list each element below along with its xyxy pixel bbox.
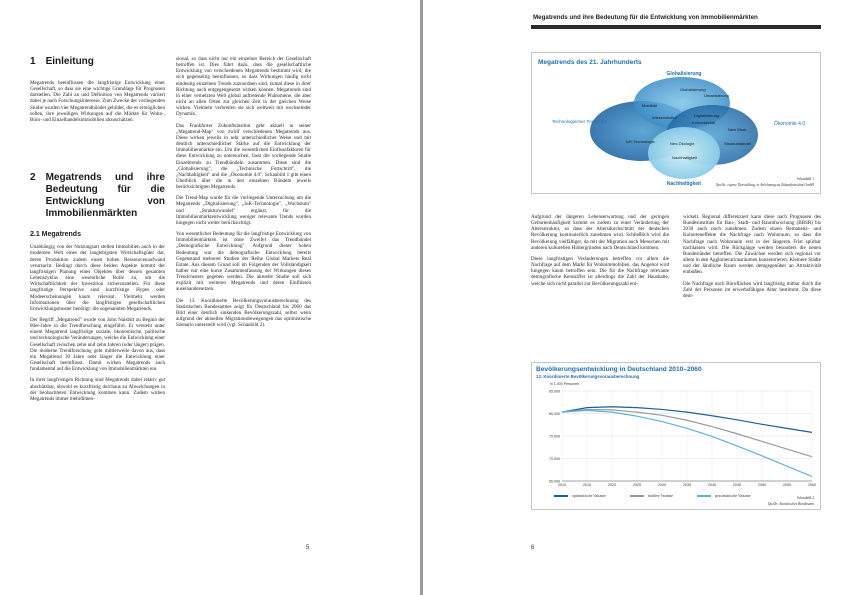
megatrends-bubble-diagram xyxy=(532,53,820,193)
y-tick-label: 80.000 xyxy=(549,411,560,416)
y-tick-label: 65.000 xyxy=(549,479,560,484)
chart-legend xyxy=(554,494,751,498)
left-col-2 xyxy=(176,56,311,333)
outer-label-oekonomie: Ökonomie 4.0 xyxy=(774,121,806,127)
chart-source: Quelle: Statistisches Bundesamt xyxy=(767,502,814,506)
legend-item-optimistic xyxy=(554,494,606,498)
outer-label-globalisierung: Globalisierung xyxy=(666,71,702,77)
section-1-number: 1 xyxy=(30,56,36,67)
section-2-paragraph-2: Der Begriff „Megatrend" wurde von John Naisbitt zu Beginn der 80er-Jahre in die Trendforschung eingeführt. Er versteht unter einem Megatrend langfristige soziale, ökonomische, politische und technologische Veränderungen, welche die Entwicklung einer Gesellschaft zwischen zehn und zehn Jahren (oder länger) prägen. Die moderne Trendforschung geht mittlerweile davon aus, dass ein Megatrend 30 Jahre oder länger die Entwicklung einer Gesellschaft beeinflusst. Damit wirken Megatrends auch fundamental auf die Entwicklung von Immobilienmärkten ein. xyxy=(30,316,165,373)
x-tick-label: 2030 xyxy=(658,483,666,487)
x-tick-label: 2040 xyxy=(708,483,716,487)
section-2-number: 2 xyxy=(30,172,36,184)
inner-label-nachhaltigkeit: Nachhaltigkeit xyxy=(672,155,698,160)
bubble-nachhaltigkeit xyxy=(648,127,720,179)
inner-label-digitalisierung: Digitalisierung xyxy=(694,113,720,118)
diagram-title: Megatrends des 21. Jahrhunderts xyxy=(538,59,642,66)
outer-label-technologie: Technologischer Fortschritt xyxy=(552,119,607,124)
inner-label-mobilitaet: Mobilität xyxy=(642,103,657,108)
chart-figure-label: Schaubild 2 xyxy=(796,496,814,500)
running-head: Megatrends und ihre Bedeutung für die Entwicklung von Immobilienmärkten xyxy=(533,14,758,21)
x-tick-label: 2020 xyxy=(608,483,616,487)
inner-label-neo-oekologie: Neo-Ökologie xyxy=(670,141,695,146)
megatrends-diagram-figure xyxy=(531,52,821,194)
right-col-2 xyxy=(683,214,821,304)
left-col2-paragraph-5: Die 13. Koordinierte Bevölkerungsvorausberechnung des Statistischen Bundesamtes zeigt für Deutschland bis 2060 das Bild einer deutlich sinkenden Bevölkerungszahl, selbst wenn aufgrund der aktuellen Migrationsbewegungen das optimistische Szenario unterstellt wird (vgl. Schaubild 2). xyxy=(176,297,311,329)
inner-label-strukturwandel: Strukturwandel xyxy=(724,141,751,146)
left-page xyxy=(0,0,420,595)
right-col-1 xyxy=(531,214,669,292)
inner-label-wissenskultur: Wissenskultur xyxy=(652,115,677,120)
right-col2-paragraph-1: wickelt. Regional differenziert kann diese nach Prognosen des Bundesinstituts für Bau-, Stadt- und Raumforschung (BBSR) bis 2030 auch noch zunehmen. Zudem sitzen Remanenz- und Kohorteneffekte die Nachfrage nach Wohnraum, so dass die Nachfrage nach Wohnraum erst in der längeren Frist spürbar nachlassen wird. Die Rückgänge werden besonders die neuen Bundesländer betreffen. Die Zuwächse werden sich regional vor allem in den Agglomerationsräumen konzentrieren. Kleinere Städte und der ländliche Raum werden demgegenüber an Attraktivität einbüßen. xyxy=(683,214,821,276)
x-tick-label: 2060 xyxy=(808,483,816,487)
inner-label-iuk-technologie: IuK-Technologie xyxy=(626,139,655,144)
section-1-paragraph: Megatrends beeinflussen die langfristige Entwicklung einer Gesellschaft, so dass sie eine wichtige Grundlage für Prognosen darstellen. Die Zahl an und Definition von Megatrends variiert dabei je nach Forschungsinteresse. Zum Zwecke der vorliegenden Studie wurden vier Megatrendbündel gebildet, die es ermöglichen sollen, ihre jeweiligen Wirkungen auf die Märkte für Wohn-, Büro- und Einzelhandelsimmobilien abzuschätzen. xyxy=(30,80,165,123)
running-head-rule xyxy=(531,25,821,29)
page-number-left: 5 xyxy=(306,545,310,551)
left-col2-paragraph-4: Von wesentlicher Bedeutung für die langfristige Entwicklung von Immobilienmärkten ist ohne Zweifel das Trendbündel „Demografische Entwicklung". Aufgrund dieser hohen Bedeutung war die demografische Entwicklung bereits Gegenstand mehrerer Studien der Reihe Global Markets Real Estate. Aus diesem Grund soll im Folgenden der Vollständigkeit halber nur eine kurze Zusammenfassung der Wirkungen dieses Trendclusters gegeben werden. Die aktuelle Studie soll sich explizit mit weiteren Megatrends und deren Einflüssen auseinandersetzen. xyxy=(176,231,311,293)
population-line-chart xyxy=(532,385,820,493)
chart-subtitle: 13. Koordinierte Bevölkerungsvorausberechnung xyxy=(536,374,640,379)
subsection-2-1-heading: 2.1 Megatrends xyxy=(30,231,81,239)
right-page xyxy=(423,0,843,595)
y-tick-label: 85.000 xyxy=(549,389,560,394)
legend-item-medium xyxy=(630,494,673,498)
inner-label-globalisierung: Globalisierung xyxy=(680,87,706,92)
outer-label-nachhaltigkeit: Nachhaltigkeit xyxy=(666,181,702,187)
section-2-title: Megatrends und ihre Bedeutung für die Entwicklung von Immobilienmärkten xyxy=(45,172,165,220)
x-tick-label: 2035 xyxy=(683,483,691,487)
left-col-1 xyxy=(30,56,165,407)
section-1-heading xyxy=(30,56,165,68)
legend-swatch-pessimistic xyxy=(697,495,711,497)
legend-label-optimistic: optimistische Variante xyxy=(572,494,606,498)
x-tick-label: 2015 xyxy=(583,483,591,487)
page-number-right: 6 xyxy=(531,545,535,551)
legend-swatch-medium xyxy=(630,495,644,497)
section-1-title: Einleitung xyxy=(45,56,94,67)
section-2-paragraph-3: In ihrer langfristigen Richtung sind Megatrends dabei relativ gut abschätzbar, obwohl es kurzfristig durchaus zu Abweichungen in der beobachteten Entwicklung kommen kann. Zudem wirken Megatrends immer mehrdimen- xyxy=(30,377,165,402)
left-col2-paragraph-2: Das Frankfurter Zukunftsinstitut geht aktuell in seiner „Megatrend-Map" von zwölf verschiedenen Megatrends aus. Diese wirken jeweils in sehr unterschiedlicher Weise und mit deutlich unterschiedlicher Stärke auf die Entwicklung der Immobilienmärkte ein. Um die wesentlichen Einflussfaktoren für diese Entwicklung zu untersuchen, fasst die vorliegende Studie Einzeltrends zu Trendbündeln zusammen. Diese sind die „Globalisierung", die „Technische Fortschritt", die „Nachhaltigkeit" und die „Ökonomie 4.0". Schaubild 1 gibt einen Überblick über die in den einzelnen Bündeln jeweils berücksichtigten Megatrends. xyxy=(176,122,311,191)
diagram-figure-label: Schaubild 1 xyxy=(796,177,814,181)
inner-label-konnektivitaet: Konnektivität xyxy=(692,120,715,125)
chart-unit-label: in 1.000 Personen xyxy=(550,382,580,386)
left-col2-paragraph-1: sional, so dass nicht nur ein einzelner Bereich der Gesellschaft betroffen ist. Dies führt dazu, dass die gesellschaftliche Entwicklung von verschiedenen Megatrends bestimmt wird, die sich gegenseitig beeinflussen, so dass Wirkungen häufig nicht eindeutig einzelnen Trends zuzuordnen sind, zumal diese in ihrer Richtung auch entgegengesetzt wirken können. Megatrends sind in einer vernetzten Welt global auftretende Phänomene, die aber nicht an allen Orten zur gleichen Zeit in der gleichen Weise wirken. Vielmehr verbreiten sie sich weltweit mit wechselnder Dynamik. xyxy=(176,56,311,118)
right-col2-paragraph-2: Die Nachfrage nach Büroflächen wird langfristig mitbar durch die Zahl der Personen im erwerbsfähigen Alter bestimmt. Da diese deut- xyxy=(683,280,821,299)
y-tick-label: 70.000 xyxy=(549,456,560,461)
section-2-paragraph-1: Unabhängig von der Nutzungsart stellen Immobilien auch in der modernen Welt eines der langlebigsten Wirtschaftsgüter dar, deren Produktion zudem einen hohen Ressourcenaufwand verursacht. Bedingt durch diese beiden Aspekte kommt der langfristigen Planung eines Objektes über dessen gesamten Lebenszyklus eine wesentliche Rolle zu, um die Wirtschaftlichkeit der Investition sicherzustellen. Für diese langfristige Perspektive sind kurzfristige Hypes oder Modeerscheinungen kaum relevant. Vielmehr werden Informationen über die langfristigen gesellschaftlichen Entwicklungsmuster benötigt: die sogenannten Megatrends. xyxy=(30,244,165,312)
left-col2-paragraph-3: Die Trend-Map wurde für die vorliegende Untersuchung um die Megatrends „Digitalisierung", „IuK-Technologie", „Wachstum" und „Strukturwandel" ergänzt, für die Immobilienmarktentwicklung weniger relevante Trends wurden hingegen nicht weiter berücksichtigt. xyxy=(176,195,311,226)
right-col1-paragraph-2: Diese langfristigen Veränderungen betreffen vor allem die Nachfrage auf dem Markt für Wohnimmobilien, das Angebot wird hingegen kaum betroffen sein. Die für die Nachfrage relevante demografische Kennziffer ist allerdings die Zahl der Haushalte, welche sich nicht parallel zur Bevölkerungszahl ent- xyxy=(531,255,669,287)
x-tick-label: 2010 xyxy=(558,483,566,487)
x-tick-label: 2025 xyxy=(633,483,641,487)
diagram-source: Quelle: eigene Darstellung, in Anlehnung an Zukunftsinstitut GmbH xyxy=(715,183,814,187)
inner-label-urbanisierung: Urbanisierung xyxy=(704,93,729,98)
population-chart-figure xyxy=(531,362,821,510)
right-col1-paragraph-1: Aufgrund der längeren Lebenserwartung und der geringen Geburtenhäufigkeit kommt es zudem zu einer Veränderung der Altersstruktur, so dass der Altersdurchschnitt der deutschen Bevölkerung kontinuierlich zunehmen wird. Schließlich wird die Bevölkerung vielfältiger, da mit der Migration auch Menschen mit anderen kulturellen Hintergründen nach Deutschland kommen. xyxy=(531,214,669,251)
x-tick-label: 2045 xyxy=(733,483,741,487)
section-2-heading xyxy=(30,172,165,220)
legend-label-pessimistic: pessimistische Variante xyxy=(715,494,751,498)
legend-item-pessimistic xyxy=(697,494,750,498)
legend-swatch-optimistic xyxy=(554,495,568,497)
y-tick-label: 75.000 xyxy=(549,434,560,439)
x-tick-label: 2055 xyxy=(783,483,791,487)
legend-label-medium: mittlere Variante xyxy=(647,494,674,498)
inner-label-new-work: New Work xyxy=(728,127,747,132)
chart-title: Bevölkerungsentwicklung in Deutschland 2010–2060 xyxy=(536,366,702,373)
x-tick-label: 2050 xyxy=(758,483,766,487)
